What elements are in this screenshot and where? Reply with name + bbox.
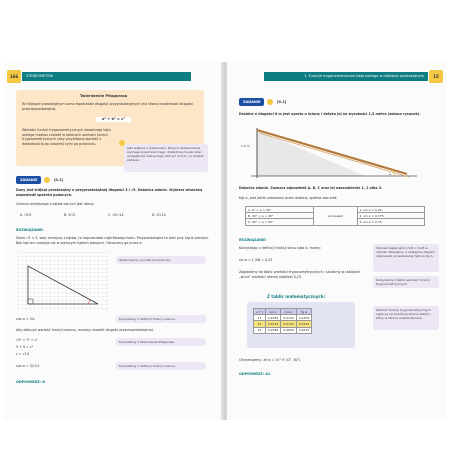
- task-number-icon: [44, 177, 50, 183]
- step-text: Aby obliczyć wartość funkcji cosinus, musimy znaleźć długość przeciwprostokątnej.: [16, 328, 154, 332]
- solution-text2-right: Zaglądamy do tablic wartości trygonometrycznych i szukamy w tablicach „sinus” wartości równej najbliżej 0,25.: [239, 270, 361, 279]
- pit-line-3: c = √14: [16, 352, 29, 356]
- th-tg: tg α: [296, 309, 312, 315]
- trig-values-table: [253, 308, 312, 334]
- task-text: Dany jest trójkąt prostokątny o przyprostokątnej długości 3 i √5. Dokończ zdanie. Wybierz właściwą odpowiedź spośród podanych.: [16, 188, 203, 197]
- pythagoras-formula: a² + b² = c²: [96, 117, 131, 122]
- open-textbook: [4, 62, 446, 420]
- task-text-right: Drabinę o długości 6 m jest oparto o ścianę i dotyka jej na wysokości 1,5 metra (zobacz rysunek).: [239, 112, 421, 116]
- cos-final: cos α = 3/√14: [16, 364, 40, 368]
- note-sin: Ułamek zapisz jako 1,5/6 = 0,25 w ułamek dziesiętny, a następnie dopiero odpowiedz na wskazania tylko w tej A.: [373, 244, 439, 272]
- table-cell-highlight: 0,2419: [265, 321, 281, 327]
- tip-icon: [119, 140, 125, 146]
- right-triangle-figure: [18, 252, 108, 312]
- table-cell-highlight: 0,9703: [281, 321, 297, 327]
- tables-heading: Z tablic matematycznych:: [267, 294, 326, 299]
- answer-left: ODPOWIEDŹ: D: [16, 380, 46, 384]
- task-text2-right: Dokończ zdanie. Zaznacz odpowiedź A, B, C oraz jej uzasadnienie 1, 2 albo 3.: [239, 186, 383, 190]
- note-tables: Wartość funkcji trygonometrycznych ujęte są na podobnej stronie tablicy, który w tablice matematyczne.: [373, 306, 439, 330]
- task-number-icon-right: [267, 99, 273, 105]
- right-header: 1. Funkcje trygonometryczne kąta ostrego w trójkącie prostokątnym: [264, 72, 428, 81]
- left-header: STEREOMETRIA: [22, 72, 191, 81]
- option-b[interactable]: B. 30° < α < 45°: [246, 213, 314, 219]
- solution-text: Skoro √5 < 3, więc mniejszy z kątów, to naprzeciwko najkrótszego boku. Przyprostokątne to boki przy kącie prostym. Bok kąt ten znajduje się w szerszych kątach prostych. Oznaczmy go przez α.: [16, 236, 210, 245]
- pit-line-1: √5² + 3² = c²: [16, 338, 38, 342]
- page-number-left: 166: [7, 70, 21, 83]
- table-cell: 0,9744: [281, 315, 297, 321]
- th-cos: cos α: [281, 309, 297, 315]
- th-sin: sin α: [265, 309, 281, 315]
- table-cell-highlight: 14: [254, 321, 266, 327]
- task-question: Cosinus mniejszego z kątów ostrych jest równy: [16, 202, 94, 206]
- pit-line-2: 5 + 9 = c²: [16, 345, 34, 349]
- figure-angle-label: α: [389, 172, 391, 176]
- figure-height-label: 1,5 m: [241, 144, 250, 148]
- right-page: [227, 62, 446, 420]
- option-c[interactable]: C. 45° < α < 60°: [246, 219, 314, 225]
- option-a[interactable]: A. 0° < α < 30°: [246, 207, 314, 213]
- table-cell-highlight: 0,2493: [296, 321, 312, 327]
- solution-label-right: ROZWIĄZANIE:: [239, 238, 267, 242]
- task-points: [0–1]: [54, 178, 64, 182]
- theorem-body: W trójkącie prostokątnym suma kwadratów długości przyprostokątnych jest równa kwadratowi długości przeciwprostokątnej.: [22, 102, 194, 111]
- table-cell: 0,2309: [296, 315, 312, 321]
- table-cell: 13: [254, 315, 266, 321]
- task-text3-right: Kąt α, pod jakim ustawiono przez drabinę, spełnia warunek: [239, 196, 337, 200]
- task-label-right: ZADANIE: [239, 98, 264, 106]
- sin-formula: sin α = 1,5/6 = 0,25: [239, 258, 273, 262]
- theorem-title: Twierdzenie Pitagorasa: [80, 94, 128, 98]
- solution-label: ROZWIĄZANIE:: [16, 228, 44, 232]
- choice-a[interactable]: A. √5/3: [20, 213, 32, 217]
- left-page: [4, 62, 223, 420]
- table-cell: 0,2250: [265, 315, 281, 321]
- table-cell: 15: [254, 327, 266, 333]
- task-points-right: [0–1]: [277, 100, 287, 104]
- note-def2: Korzystamy z definicji funkcji cosinus.: [116, 362, 206, 370]
- th-angle: α (°): [254, 309, 266, 315]
- solution-text1-right: Korzystając z definicji funkcji sinus kąta α, mamy:: [239, 246, 321, 250]
- option-2[interactable]: 2. sin α = 0,375.: [357, 213, 424, 219]
- note-def: Korzystamy z definicji funkcji cosinus.: [116, 315, 206, 323]
- cos-formula: cos α = 3/c: [16, 317, 35, 321]
- tip-note: Jeśli wątpisz o tożsamości, których zastosowanie wymaga znajomości tego, dokładniej musisz zdać umiejętność ważną tego, którym mój to, co zrobisz zadanie.: [124, 144, 208, 172]
- answer-table: [245, 206, 425, 226]
- table-cell: 0,2588: [265, 327, 281, 333]
- page-number-right: 15: [429, 70, 443, 83]
- task-label: ZADANIE: [16, 176, 41, 184]
- note-tab: Korzystamy z tablic wartości funkcji trygonometrycznych.: [373, 276, 439, 288]
- trig-table-note: Wartości funkcji trygonometrycznych dowolnego kąta ostrego możesz znaleźć w tablicach wartości funkcji trygonometrycznych (aby przybliżoną wartość z dokładnością do czwartej cyfry po przecinku.: [22, 128, 111, 146]
- note-figure: Wykonujemy rysunek pomocniczy.: [116, 256, 206, 264]
- table-cell: 0,9659: [281, 327, 297, 333]
- ladder-figure: [247, 124, 427, 182]
- option-1[interactable]: 1. sin α = 0,25.: [357, 207, 424, 213]
- choice-d[interactable]: D. 3/√14: [152, 213, 166, 217]
- answer-right: ODPOWIEDŹ: A1: [239, 372, 271, 376]
- choice-b[interactable]: B. 3/√5: [64, 213, 76, 217]
- choice-c[interactable]: C. √5/√14: [108, 213, 124, 217]
- note-pit: Korzystamy z twierdzenia Pitagorasa.: [116, 338, 206, 346]
- option-3[interactable]: 3. sin α = 0,75.: [357, 219, 424, 225]
- conclusion: Otrzymujemy, że α ≈ 15° ∈ (0°, 30°).: [239, 358, 302, 362]
- table-cell: 0,2679: [296, 327, 312, 333]
- because-cell: ponieważ: [314, 207, 357, 226]
